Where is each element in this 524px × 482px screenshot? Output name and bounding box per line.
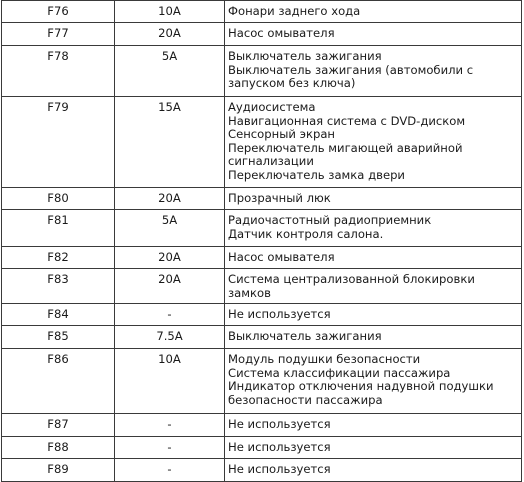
description-line: Насос омывателя: [228, 250, 335, 264]
description-cell: [225, 437, 522, 459]
description-line: Навигационная система с DVD-диском: [228, 113, 466, 128]
amperage-cell: 20A: [115, 188, 225, 210]
table-row: [2, 46, 522, 97]
fuse-number-cell: F78: [2, 46, 115, 97]
description-cell: [225, 304, 522, 326]
description-line: Переключатель замка двери: [228, 167, 405, 182]
description-cell: [225, 210, 522, 247]
fuse-table: [1, 0, 522, 482]
description-line: Не используется: [228, 440, 331, 455]
table-row: [2, 269, 522, 304]
description-cell: [225, 269, 522, 304]
amperage-cell: -: [115, 459, 225, 482]
amperage-cell: 20A: [115, 247, 225, 269]
description-line: Выключатель зажигания: [228, 49, 382, 63]
amperage-cell: 20A: [115, 23, 225, 46]
description-line: Насос омывателя: [228, 26, 335, 40]
description-line: Не используется: [228, 417, 331, 432]
fuse-number-cell: F89: [2, 459, 115, 482]
table-row: [2, 326, 522, 349]
description-line: Аудиосистема: [228, 100, 316, 114]
table-row: [2, 349, 522, 414]
table-row: [2, 210, 522, 247]
fuse-number-cell: F83: [2, 269, 115, 304]
fuse-number-cell: F82: [2, 247, 115, 269]
description-cell: [225, 247, 522, 269]
description-line: Фонари заднего хода: [228, 4, 361, 18]
fuse-number-cell: F81: [2, 210, 115, 247]
amperage-cell: 5A: [115, 46, 225, 97]
amperage-cell: 10A: [115, 1, 225, 23]
fuse-number-cell: F86: [2, 349, 115, 414]
description-line: Прозрачный люк: [228, 191, 331, 205]
table-row: [2, 1, 522, 23]
description-line: Модуль подушки безопасности: [228, 352, 421, 367]
fuse-number-cell: F88: [2, 437, 115, 459]
description-line: Датчик контроля салона.: [228, 226, 384, 241]
description-cell: [225, 97, 522, 188]
description-line: Выключатель зажигания: [228, 329, 382, 344]
fuse-number-cell: F87: [2, 414, 115, 437]
table-row: [2, 414, 522, 437]
description-cell: [225, 23, 522, 46]
fuse-number-cell: F76: [2, 1, 115, 23]
fuse-number-cell: F85: [2, 326, 115, 349]
description-cell: [225, 188, 522, 210]
description-line: Система классификации пассажира: [228, 365, 451, 380]
table-row: [2, 23, 522, 46]
description-line: Не используется: [228, 307, 331, 322]
amperage-cell: 7.5A: [115, 326, 225, 349]
table-row: [2, 459, 522, 482]
amperage-cell: 15A: [115, 97, 225, 188]
description-line: Система централизованной блокировки замков: [228, 272, 475, 300]
description-line: Сенсорный экран: [228, 127, 335, 142]
amperage-cell: 10A: [115, 349, 225, 414]
description-cell: [225, 349, 522, 414]
description-cell: [225, 414, 522, 437]
amperage-cell: 5A: [115, 210, 225, 247]
fuse-table-body: [2, 1, 522, 482]
description-cell: [225, 1, 522, 23]
fuse-number-cell: F79: [2, 97, 115, 188]
amperage-cell: -: [115, 304, 225, 326]
fuse-number-cell: F84: [2, 304, 115, 326]
description-cell: [225, 46, 522, 97]
fuse-number-cell: F80: [2, 188, 115, 210]
description-line: Выключатель зажигания (автомобили с запуском без ключа): [228, 62, 474, 91]
table-row: [2, 437, 522, 459]
description-cell: [225, 326, 522, 349]
fuse-number-cell: F77: [2, 23, 115, 46]
amperage-cell: -: [115, 437, 225, 459]
description-line: Индикатор отключения надувной подушки безопасности пассажира: [228, 379, 494, 407]
description-line: Радиочастотный радиоприемник: [228, 213, 432, 227]
description-line: Переключатель мигающей аварийной сигнализации: [228, 140, 463, 169]
amperage-cell: 20A: [115, 269, 225, 304]
table-row: [2, 188, 522, 210]
amperage-cell: -: [115, 414, 225, 437]
description-cell: [225, 459, 522, 482]
table-row: [2, 304, 522, 326]
description-line: Не используется: [228, 462, 331, 477]
table-row: [2, 247, 522, 269]
table-row: [2, 97, 522, 188]
